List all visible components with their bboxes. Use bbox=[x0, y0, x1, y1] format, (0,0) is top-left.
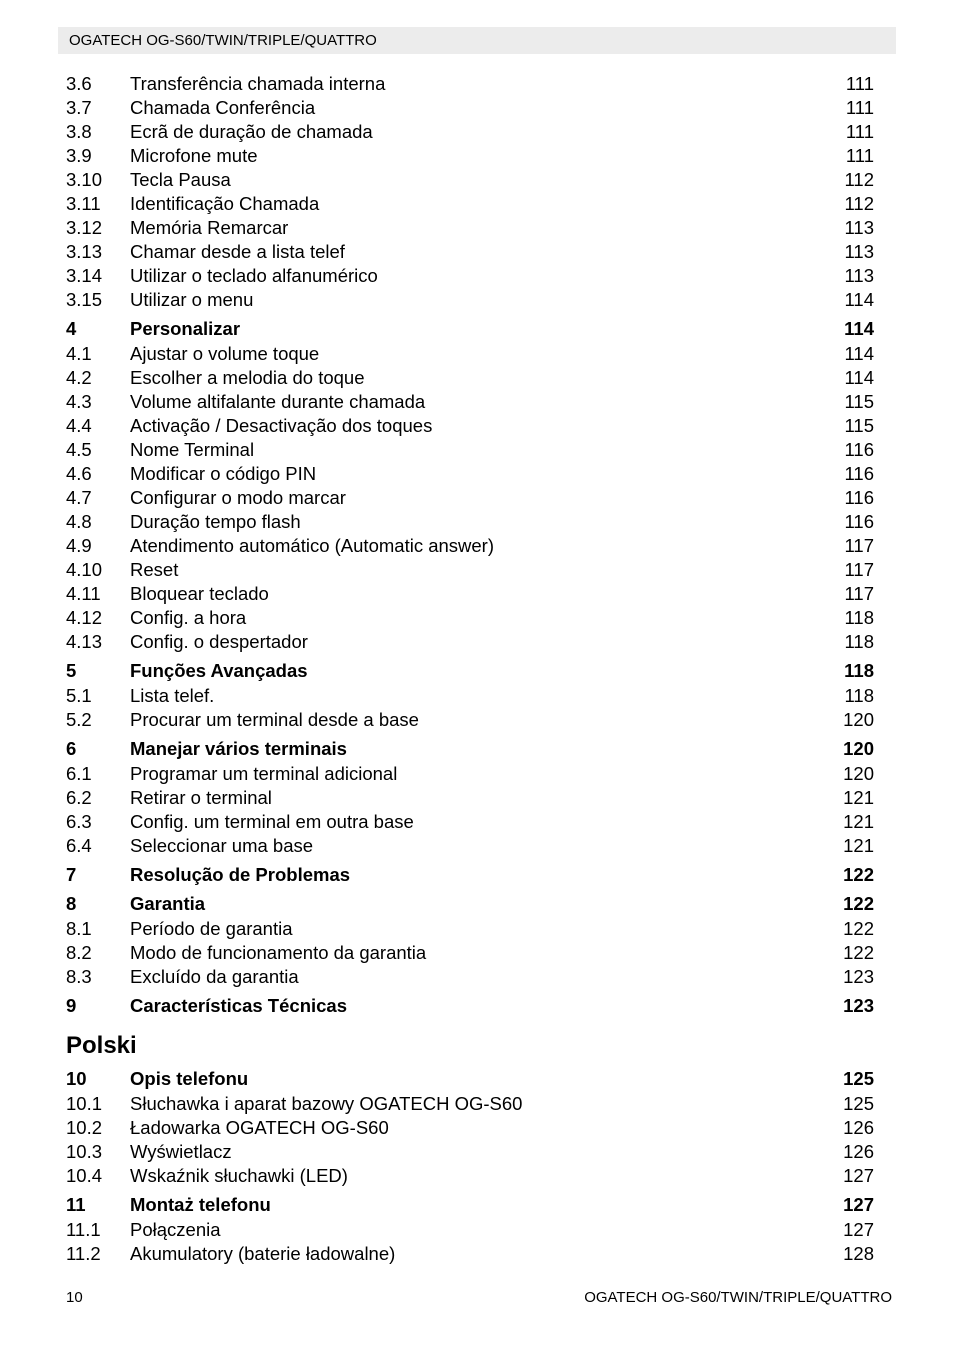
toc-num: 4.6 bbox=[66, 463, 92, 484]
toc-title: Ecrã de duração de chamada bbox=[130, 121, 373, 142]
toc-section-row bbox=[66, 810, 874, 834]
toc-section-row bbox=[66, 462, 874, 486]
toc-num: 3.12 bbox=[66, 217, 103, 238]
toc-num: 10.2 bbox=[66, 1117, 103, 1138]
toc-title: Reset bbox=[130, 559, 179, 580]
toc-page: 113 bbox=[844, 265, 874, 286]
toc-num: 3.15 bbox=[66, 289, 103, 310]
toc-section-row bbox=[66, 72, 874, 96]
toc-num: 4.3 bbox=[66, 391, 92, 412]
toc-chapter-row bbox=[66, 737, 874, 761]
toc-num: 10.4 bbox=[66, 1165, 103, 1186]
toc-page: 120 bbox=[843, 763, 874, 784]
toc-title: Personalizar bbox=[130, 318, 241, 339]
toc-num: 6.3 bbox=[66, 811, 92, 832]
toc-page: 122 bbox=[843, 918, 874, 939]
toc-num: 8.2 bbox=[66, 942, 92, 963]
toc-section-row bbox=[66, 390, 874, 414]
toc-title: Resolução de Problemas bbox=[130, 864, 351, 885]
toc-chapter-row bbox=[66, 994, 874, 1018]
toc-section-row bbox=[66, 582, 874, 606]
toc-title: Manejar vários terminais bbox=[130, 738, 347, 759]
toc-title: Ładowarka OGATECH OG-S60 bbox=[130, 1117, 389, 1138]
toc-num: 4.2 bbox=[66, 367, 92, 388]
toc-num: 4.13 bbox=[66, 631, 103, 652]
toc-title: Bloquear teclado bbox=[130, 583, 269, 604]
toc-num: 3.13 bbox=[66, 241, 103, 262]
toc-section-row bbox=[66, 534, 874, 558]
toc-title: Tecla Pausa bbox=[130, 169, 231, 190]
toc-title: Activação / Desactivação dos toques bbox=[130, 415, 433, 436]
toc-section-row bbox=[66, 606, 874, 630]
toc-page: 120 bbox=[843, 738, 874, 759]
toc-num: 11.1 bbox=[66, 1219, 101, 1240]
toc-num: 10.1 bbox=[66, 1093, 103, 1114]
toc-section-row bbox=[66, 1140, 874, 1164]
toc-num: 10 bbox=[66, 1068, 87, 1089]
toc-page: 127 bbox=[843, 1194, 874, 1215]
toc-num: 4.4 bbox=[66, 415, 92, 436]
toc-title: Słuchawka i aparat bazowy OGATECH OG-S60 bbox=[130, 1093, 523, 1114]
toc-num: 4.5 bbox=[66, 439, 92, 460]
toc-page: 123 bbox=[843, 966, 874, 987]
toc-title: Modo de funcionamento da garantia bbox=[130, 942, 427, 963]
toc-title: Config. um terminal em outra base bbox=[130, 811, 414, 832]
toc-section-row bbox=[66, 558, 874, 582]
toc-page: 114 bbox=[844, 367, 874, 388]
toc-page: 115 bbox=[844, 391, 874, 412]
toc-page: 111 bbox=[845, 97, 874, 118]
toc-section-row bbox=[66, 438, 874, 462]
section-heading: Polski bbox=[66, 1032, 137, 1059]
toc-num: 9 bbox=[66, 995, 77, 1016]
toc-title: Período de garantia bbox=[130, 918, 293, 939]
toc-page: 121 bbox=[843, 787, 874, 808]
toc-page: 114 bbox=[844, 318, 874, 339]
toc-section-row bbox=[66, 834, 874, 858]
toc-page: 116 bbox=[844, 511, 874, 532]
toc-section-row bbox=[66, 1116, 874, 1140]
footer-page-number: 10 bbox=[66, 1289, 83, 1306]
toc-section-row bbox=[66, 288, 874, 312]
toc-num: 10.3 bbox=[66, 1141, 103, 1162]
toc-num: 6 bbox=[66, 738, 77, 759]
toc-title: Modificar o código PIN bbox=[130, 463, 317, 484]
toc-num: 5 bbox=[66, 660, 77, 681]
toc-title: Garantia bbox=[130, 893, 206, 914]
toc-num: 8 bbox=[66, 893, 77, 914]
toc-title: Utilizar o menu bbox=[130, 289, 254, 310]
toc-chapter-row bbox=[66, 892, 874, 916]
toc-section-row bbox=[66, 510, 874, 534]
toc-section-row bbox=[66, 216, 874, 240]
toc-title: Config. o despertador bbox=[130, 631, 308, 652]
toc-num: 5.1 bbox=[66, 685, 92, 706]
toc-title: Procurar um terminal desde a base bbox=[130, 709, 419, 730]
toc-title: Duração tempo flash bbox=[130, 511, 301, 532]
toc-section-row bbox=[66, 1164, 874, 1188]
toc-page: 127 bbox=[843, 1219, 874, 1240]
toc-section-row bbox=[66, 144, 874, 168]
toc-page: 121 bbox=[843, 835, 874, 856]
toc-page: 118 bbox=[844, 607, 874, 628]
toc-page: 115 bbox=[844, 415, 874, 436]
toc-num: 6.4 bbox=[66, 835, 92, 856]
toc-page: 127 bbox=[843, 1165, 874, 1186]
toc-section-row bbox=[66, 96, 874, 120]
toc-page: 120 bbox=[843, 709, 874, 730]
toc-num: 3.11 bbox=[66, 193, 101, 214]
toc-num: 5.2 bbox=[66, 709, 92, 730]
toc-num: 3.6 bbox=[66, 73, 92, 94]
toc-num: 3.8 bbox=[66, 121, 92, 142]
toc-title: Volume altifalante durante chamada bbox=[130, 391, 426, 412]
toc-title: Configurar o modo marcar bbox=[130, 487, 346, 508]
toc-page: 113 bbox=[844, 241, 874, 262]
toc-num: 11 bbox=[66, 1194, 86, 1215]
toc-section-row bbox=[66, 941, 874, 965]
toc-section-row bbox=[66, 120, 874, 144]
toc-title: Programar um terminal adicional bbox=[130, 763, 398, 784]
toc-page: 121 bbox=[843, 811, 874, 832]
toc-title: Lista telef. bbox=[130, 685, 215, 706]
toc-section-row bbox=[66, 366, 874, 390]
toc-section-row bbox=[66, 684, 874, 708]
toc-page: 118 bbox=[844, 685, 874, 706]
toc-title: Funções Avançadas bbox=[130, 660, 308, 681]
toc-num: 3.9 bbox=[66, 145, 92, 166]
header-title: OGATECH OG-S60/TWIN/TRIPLE/QUATTRO bbox=[69, 32, 377, 49]
toc-title: Akumulatory (baterie ładowalne) bbox=[130, 1243, 396, 1264]
toc-page: 128 bbox=[843, 1243, 874, 1264]
toc-page: 116 bbox=[844, 463, 874, 484]
toc-title: Opis telefonu bbox=[130, 1068, 249, 1089]
toc-num: 4.10 bbox=[66, 559, 103, 580]
toc-section-row bbox=[66, 1218, 874, 1242]
toc-num: 3.7 bbox=[66, 97, 92, 118]
toc-title: Excluído da garantia bbox=[130, 966, 299, 987]
page-header bbox=[58, 27, 896, 54]
toc-section-row bbox=[66, 1242, 874, 1266]
toc-page: 123 bbox=[843, 995, 874, 1016]
toc-num: 7 bbox=[66, 864, 77, 885]
toc-title: Memória Remarcar bbox=[130, 217, 289, 238]
toc-num: 4.8 bbox=[66, 511, 92, 532]
toc-page: 117 bbox=[844, 583, 874, 604]
toc-section-row bbox=[66, 192, 874, 216]
toc-page: 122 bbox=[843, 942, 874, 963]
toc-page: 118 bbox=[844, 631, 874, 652]
toc-page: 111 bbox=[845, 145, 874, 166]
toc-section-row bbox=[66, 342, 874, 366]
toc-page: 114 bbox=[844, 343, 874, 364]
toc-page: 125 bbox=[843, 1068, 874, 1089]
toc-section-row bbox=[66, 264, 874, 288]
toc-title: Microfone mute bbox=[130, 145, 258, 166]
toc-title: Chamar desde a lista telef bbox=[130, 241, 345, 262]
toc-page: 112 bbox=[844, 193, 874, 214]
toc-num: 11.2 bbox=[66, 1243, 101, 1264]
toc-num: 4.1 bbox=[66, 343, 92, 364]
toc-page: 122 bbox=[843, 893, 874, 914]
toc-num: 4 bbox=[66, 318, 77, 339]
toc-section-row bbox=[66, 486, 874, 510]
toc-title: Config. a hora bbox=[130, 607, 247, 628]
toc-section-row bbox=[66, 240, 874, 264]
toc-page: 116 bbox=[844, 487, 874, 508]
toc-chapter-row bbox=[66, 659, 874, 683]
toc-page: 117 bbox=[844, 535, 874, 556]
toc-title: Retirar o terminal bbox=[130, 787, 272, 808]
toc-title: Połączenia bbox=[130, 1219, 221, 1240]
toc-title: Utilizar o teclado alfanumérico bbox=[130, 265, 378, 286]
toc-page: 126 bbox=[843, 1141, 874, 1162]
toc-page: 116 bbox=[844, 439, 874, 460]
toc-num: 4.9 bbox=[66, 535, 92, 556]
toc-num: 8.3 bbox=[66, 966, 92, 987]
toc-num: 3.10 bbox=[66, 169, 103, 190]
toc-section-row bbox=[66, 917, 874, 941]
toc-chapter-row bbox=[66, 1067, 874, 1091]
toc-title: Identificação Chamada bbox=[130, 193, 320, 214]
toc-num: 4.7 bbox=[66, 487, 92, 508]
toc-title: Wyświetlacz bbox=[130, 1141, 232, 1162]
toc-title: Nome Terminal bbox=[130, 439, 255, 460]
toc-page: 113 bbox=[844, 217, 874, 238]
toc-title: Ajustar o volume toque bbox=[130, 343, 320, 364]
toc-section-row bbox=[66, 786, 874, 810]
toc-num: 6.2 bbox=[66, 787, 92, 808]
toc-num: 4.12 bbox=[66, 607, 103, 628]
toc-title: Atendimento automático (Automatic answer) bbox=[130, 535, 495, 556]
toc-chapter-row bbox=[66, 317, 874, 341]
toc-section-row bbox=[66, 630, 874, 654]
footer-title: OGATECH OG-S60/TWIN/TRIPLE/QUATTRO bbox=[584, 1289, 892, 1306]
toc-section-row bbox=[66, 414, 874, 438]
toc-chapter-row bbox=[66, 863, 874, 887]
toc-num: 3.14 bbox=[66, 265, 103, 286]
toc-title: Montaż telefonu bbox=[130, 1194, 271, 1215]
toc-num: 6.1 bbox=[66, 763, 92, 784]
toc-page: 111 bbox=[845, 73, 874, 94]
toc-chapter-row bbox=[66, 1193, 874, 1217]
toc-title: Escolher a melodia do toque bbox=[130, 367, 365, 388]
toc-num: 4.11 bbox=[66, 583, 101, 604]
toc-num: 8.1 bbox=[66, 918, 92, 939]
toc-page: 114 bbox=[844, 289, 874, 310]
toc-page: 111 bbox=[845, 121, 874, 142]
toc-section-row bbox=[66, 965, 874, 989]
toc-title: Chamada Conferência bbox=[130, 97, 316, 118]
toc-section-row bbox=[66, 708, 874, 732]
toc-page: 117 bbox=[844, 559, 874, 580]
toc-title: Características Técnicas bbox=[130, 995, 347, 1016]
toc-page: 125 bbox=[843, 1093, 874, 1114]
toc-title: Transferência chamada interna bbox=[130, 73, 386, 94]
toc-page: 126 bbox=[843, 1117, 874, 1138]
toc-section-row bbox=[66, 168, 874, 192]
toc-section-row bbox=[66, 762, 874, 786]
toc-title: Seleccionar uma base bbox=[130, 835, 314, 856]
toc-page: 122 bbox=[843, 864, 874, 885]
toc-page: 118 bbox=[844, 660, 874, 681]
toc-page: 112 bbox=[844, 169, 874, 190]
toc-section-row bbox=[66, 1092, 874, 1116]
toc-title: Wskaźnik słuchawki (LED) bbox=[130, 1165, 348, 1186]
